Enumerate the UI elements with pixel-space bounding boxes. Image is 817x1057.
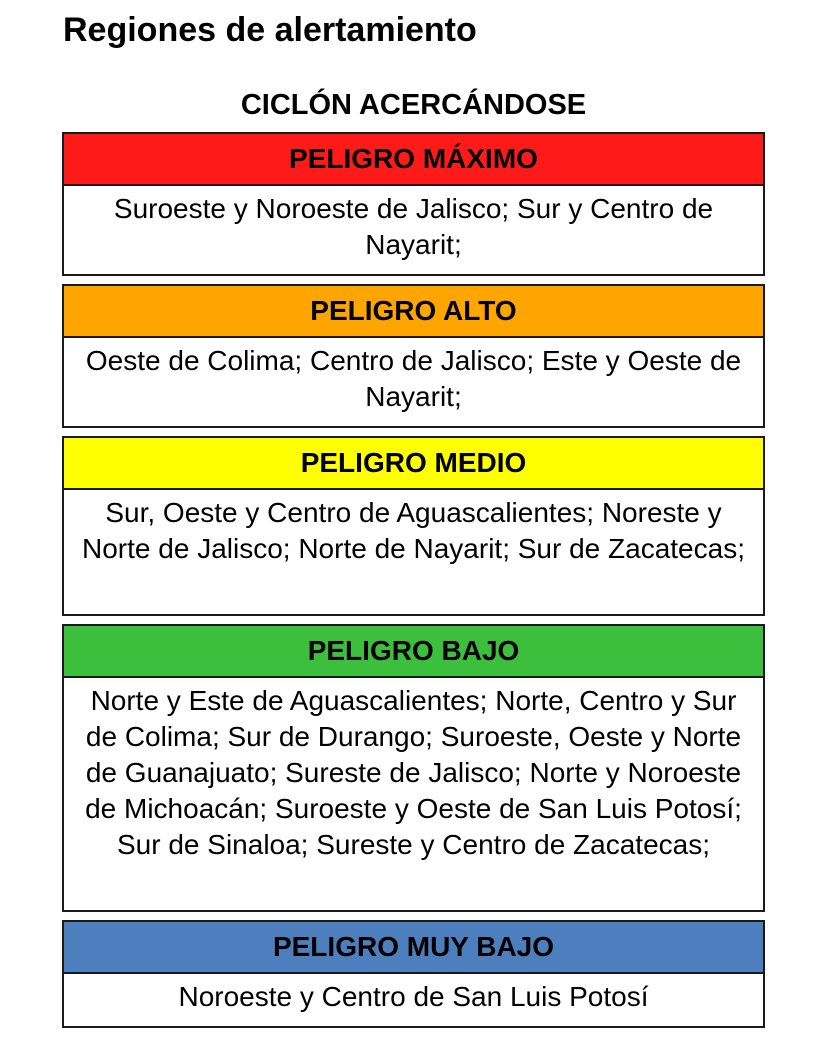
alert-level-bajo	[62, 624, 765, 912]
alert-level-header: PELIGRO MÁXIMO	[64, 134, 763, 186]
alert-level-header: PELIGRO ALTO	[64, 286, 763, 338]
alert-level-maximo	[62, 132, 765, 276]
alert-level-regions: Suroeste y Noroeste de Jalisco; Sur y Centro de Nayarit;	[113, 193, 714, 260]
alert-level-header: PELIGRO MEDIO	[64, 438, 763, 490]
alert-level-header: PELIGRO MUY BAJO	[64, 922, 763, 974]
alert-level-header: PELIGRO BAJO	[64, 626, 763, 678]
alert-level-muy-bajo	[62, 920, 765, 1028]
page-title: Regiones de alertamiento	[63, 11, 477, 49]
alert-level-regions: Sur, Oeste y Centro de Aguascalientes; Noreste y Norte de Jalisco; Norte de Nayarit; Sur de Zacatecas;	[82, 497, 745, 564]
alert-level-regions: Norte y Este de Aguascalientes; Norte, Centro y Sur de Colima; Sur de Durango; Suroeste, Oeste y Norte de Guanajuato; Sureste de Jalisco; Norte y Noroeste de Michoacán; Suroeste y Oeste de San Luis Potosí; Sur de Sinaloa; Sureste y Centro de Zacatecas;	[85, 685, 742, 860]
alert-level-alto	[62, 284, 765, 428]
alert-level-medio	[62, 436, 765, 616]
subtitle: CICLÓN ACERCÁNDOSE	[240, 89, 587, 121]
alert-level-regions: Oeste de Colima; Centro de Jalisco; Este y Oeste de Nayarit;	[85, 345, 742, 412]
alert-level-regions: Noroeste y Centro de San Luis Potosí	[178, 981, 649, 1012]
